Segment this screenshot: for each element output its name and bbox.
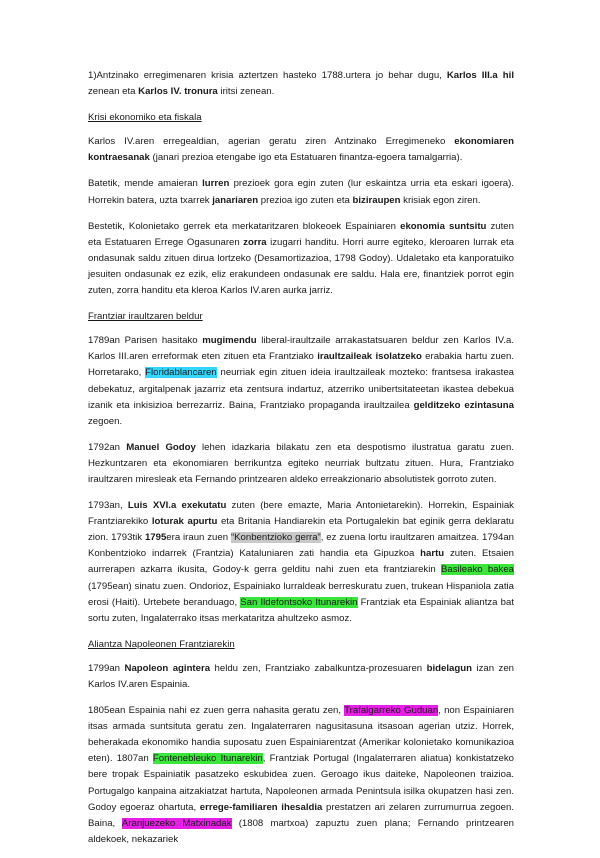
bold-text: bidelagun — [426, 662, 472, 674]
bold-text: lurren — [202, 178, 230, 190]
bold-text: ekonomiaren kontraesanak — [88, 136, 514, 164]
text-run: , Frantziak Portugal (Ingalaterraren aliatua) konkistatzeko bere tropak Espainiatik pasatzeko eskubidea zuen. Geroago ikus daiteke, Napoleonen traizioa. Portugalgo kanpaina aitzakiatzat hartuta, Napoleonen armada Penintsula isilka okupatzen hasi zen. Godoy egoeraz ohartuta, — [88, 753, 514, 813]
text-run: zegoen. — [88, 415, 123, 427]
paragraph-1799 — [88, 661, 514, 693]
text-run: era iraun zuen — [166, 532, 231, 544]
document-page — [88, 68, 514, 858]
text-run: 1805ean Espainia nahi ez zuen gerra nahasita geratu zen, — [88, 705, 345, 717]
highlight-fontenebleu: Fontenebleuko Itunarekin — [152, 753, 263, 765]
text-run: erabakia hartu zuen. Horretarako, — [88, 351, 514, 379]
highlight-floridablanca: Floridablancaren — [145, 367, 217, 379]
text-run: krisiak egon ziren. — [400, 194, 481, 206]
text-run: (1795ean) sinatu zuen. Ondorioz, Espainiako lurraldeak berreskuratu zuen, trukean Hispaniola zatia erosi (Haiti). Urtebete beranduago, — [88, 580, 514, 608]
text-run: izan zen Karlos IV.aren Espainia. — [88, 662, 515, 690]
bold-text: iraultzaileak isolatzeko — [317, 351, 422, 363]
highlight-basileako-bakea: Basileako bakea — [440, 564, 514, 576]
text-run: zuten. Etsaien aurrerapen azkarra ikusita, Godoy-k gerra gelditu nahi zuen eta frantziarekin — [88, 548, 514, 576]
text-run: 1789an Parisen hasitako — [88, 335, 203, 347]
paragraph-1805 — [88, 703, 514, 848]
text-run: Frantziak eta Espainiak aliantza bat sortu zuten, Ingalaterrako itsas merkataritza ahultzeko asmoz. — [88, 596, 514, 624]
bold-text: Napoleon agintera — [124, 662, 211, 674]
bold-text: mugimendu — [202, 335, 257, 347]
text-run: zuten (bere emazte, Maria Antonietarekin). Horrekin, Espainiak Frantziarekiko — [88, 500, 514, 528]
bold-text: Manuel Godoy — [126, 441, 196, 453]
text-run: Karlos IV.aren erregealdian, agerian geratu ziren Antzinako Erregimeneko — [88, 136, 455, 148]
section-heading-frantziar: Frantziar iraultzaren beldur — [88, 311, 203, 323]
bold-text: gelditzeko ezintasuna — [413, 399, 514, 411]
text-run: 1799an — [88, 662, 125, 674]
bold-text: zorra — [243, 236, 267, 248]
text-run: neurriak egin zituen ideia iraultzaileak mozteko: frantsesa irakastea debekatuz, argitalpenak jazarriz eta zentsura indartuz, atzerriko unibertsitateetan ikastea debekua izanik eta inkisizioa berrezarriz. Baina, Frantziako propaganda iraultzailea — [88, 367, 515, 411]
text-run: zuten eta Estatuaren Errege Ogasunaren — [88, 220, 514, 248]
text-run: lehen idazkaria bilakatu zen eta despotismo ilustratua garatu zuen. Hezkuntzaren eta ekonomiaren berrikuntza egiteko neurriak bultzatu zituen. Hura, Frantziako iraultzaren miresleak eta Fernando printzearen aldeko erreakzionario absolutistek gorroto zuten. — [88, 441, 515, 485]
bold-text: errege-familiaren ihesaldia — [199, 801, 323, 813]
highlight-konbentzioko-gerra: “Konbentzioko gerra” — [230, 532, 321, 544]
bold-text: ekonomia suntsitu — [400, 220, 487, 232]
bold-text: biziraupen — [352, 194, 401, 206]
text-run: (1808 martxoa) zapuztu zuen plana; Fernando printzearen aldekoek, nekazariek — [88, 817, 514, 845]
highlight-san-ildefontso: San Ildefontsoko Itunarekin — [240, 596, 358, 608]
text-run: zenean eta — [88, 86, 139, 98]
paragraph-1793 — [88, 498, 514, 627]
bold-text: Karlos IV. tronura — [138, 86, 218, 98]
highlight-trafalgar: Trafalgarreko Guduan — [344, 705, 439, 717]
paragraph-karlos-iv — [88, 134, 514, 166]
bold-text: loturak apurtu — [151, 516, 218, 528]
paragraph-1789 — [88, 333, 514, 430]
highlight-aranjuez: Aranjuezeko Matxinadak — [121, 817, 232, 829]
text-run: liberal-iraultzaile arrakastatsuaren beldur zen Karlos IV.a. Karlos III.aren erreformak eten zituen eta Frantziako — [88, 335, 514, 363]
intro-paragraph — [88, 68, 514, 100]
text-run: izugarri handitu. Horri aurre egiteko, kleroaren lurrak eta ondasunak saldu zituen dirua lortzeko (Desamortizazioa, 1798 Godoy). Udaletako eta kanporatuiko jesuiten ondasunak ez ezik, eliz erakundeen ondasunak ere saldu. Hala ere, finantziek porrot egin zuten, zorra handitu eta kleroa Karlos IV.aren aurka jarriz. — [88, 236, 514, 297]
paragraph-1792 — [88, 440, 514, 488]
section-heading-krisi: Krisi ekonomiko eta fiskala — [88, 112, 202, 124]
text-run: Batetik, mende amaieran — [88, 178, 203, 190]
text-run: 1792an — [88, 441, 127, 453]
section-heading-aliantza: Aliantza Napoleonen Frantziarekin — [88, 638, 235, 650]
bold-text: hartu — [420, 548, 445, 560]
text-run: 1)Antzinako erregimenaren krisia aztertzen hasteko 1788.urtera jo behar dugu, — [88, 70, 447, 81]
text-run: eta Britania Handiarekin eta Portugalekin bat eginik gerra deklaratu zion. 1793tik — [88, 516, 514, 544]
bold-text: 1795 — [144, 532, 167, 544]
text-run: (janari prezioa etengabe igo eta Estatuaren finantza-egoera tamalgarria). — [149, 152, 463, 164]
text-run: , non Espainiaren itsas armada suntsituta geratu zen. Ingalaterraren nagusitasuna itsasoan agerian utziz. Horrek, beherakada ekonomiko handia suposatu zuen Espainiarentzat (Amerikar kolonietako komunikazioa eten). 1807an — [88, 705, 515, 765]
bold-text: janariaren — [212, 194, 259, 206]
text-run: prestatzen ari zelaren zurrumurrua zegoen. Baina, — [88, 801, 514, 829]
text-run: heldu zen, Frantziako zabalkuntza-prozesuaren — [210, 662, 427, 674]
paragraph-bestetik — [88, 219, 514, 299]
text-run: iritsi zenean. — [217, 86, 275, 98]
text-run: Bestetik, Kolonietako gerrek eta merkataritzaren blokeoek Espainiaren — [88, 220, 401, 232]
bold-text: Karlos III.a hil — [446, 70, 514, 81]
text-run: prezioa igo zuten eta — [258, 194, 353, 206]
paragraph-batetik — [88, 176, 514, 208]
bold-text: Luis XVI.a exekutatu — [127, 500, 227, 512]
text-run: , ez zuena lortu iraultzaren amaitzea. 1794an Konbentzioko indarrek (Frantzia) Kataluniaren zati handia eta Gipuzkoa — [88, 532, 514, 560]
text-run: prezioek gora egin zuten (lur eskaintza urria eta eskari igoera). Horrekin batera, uzta txarrek — [88, 178, 514, 206]
text-run: 1793an, — [88, 500, 128, 512]
